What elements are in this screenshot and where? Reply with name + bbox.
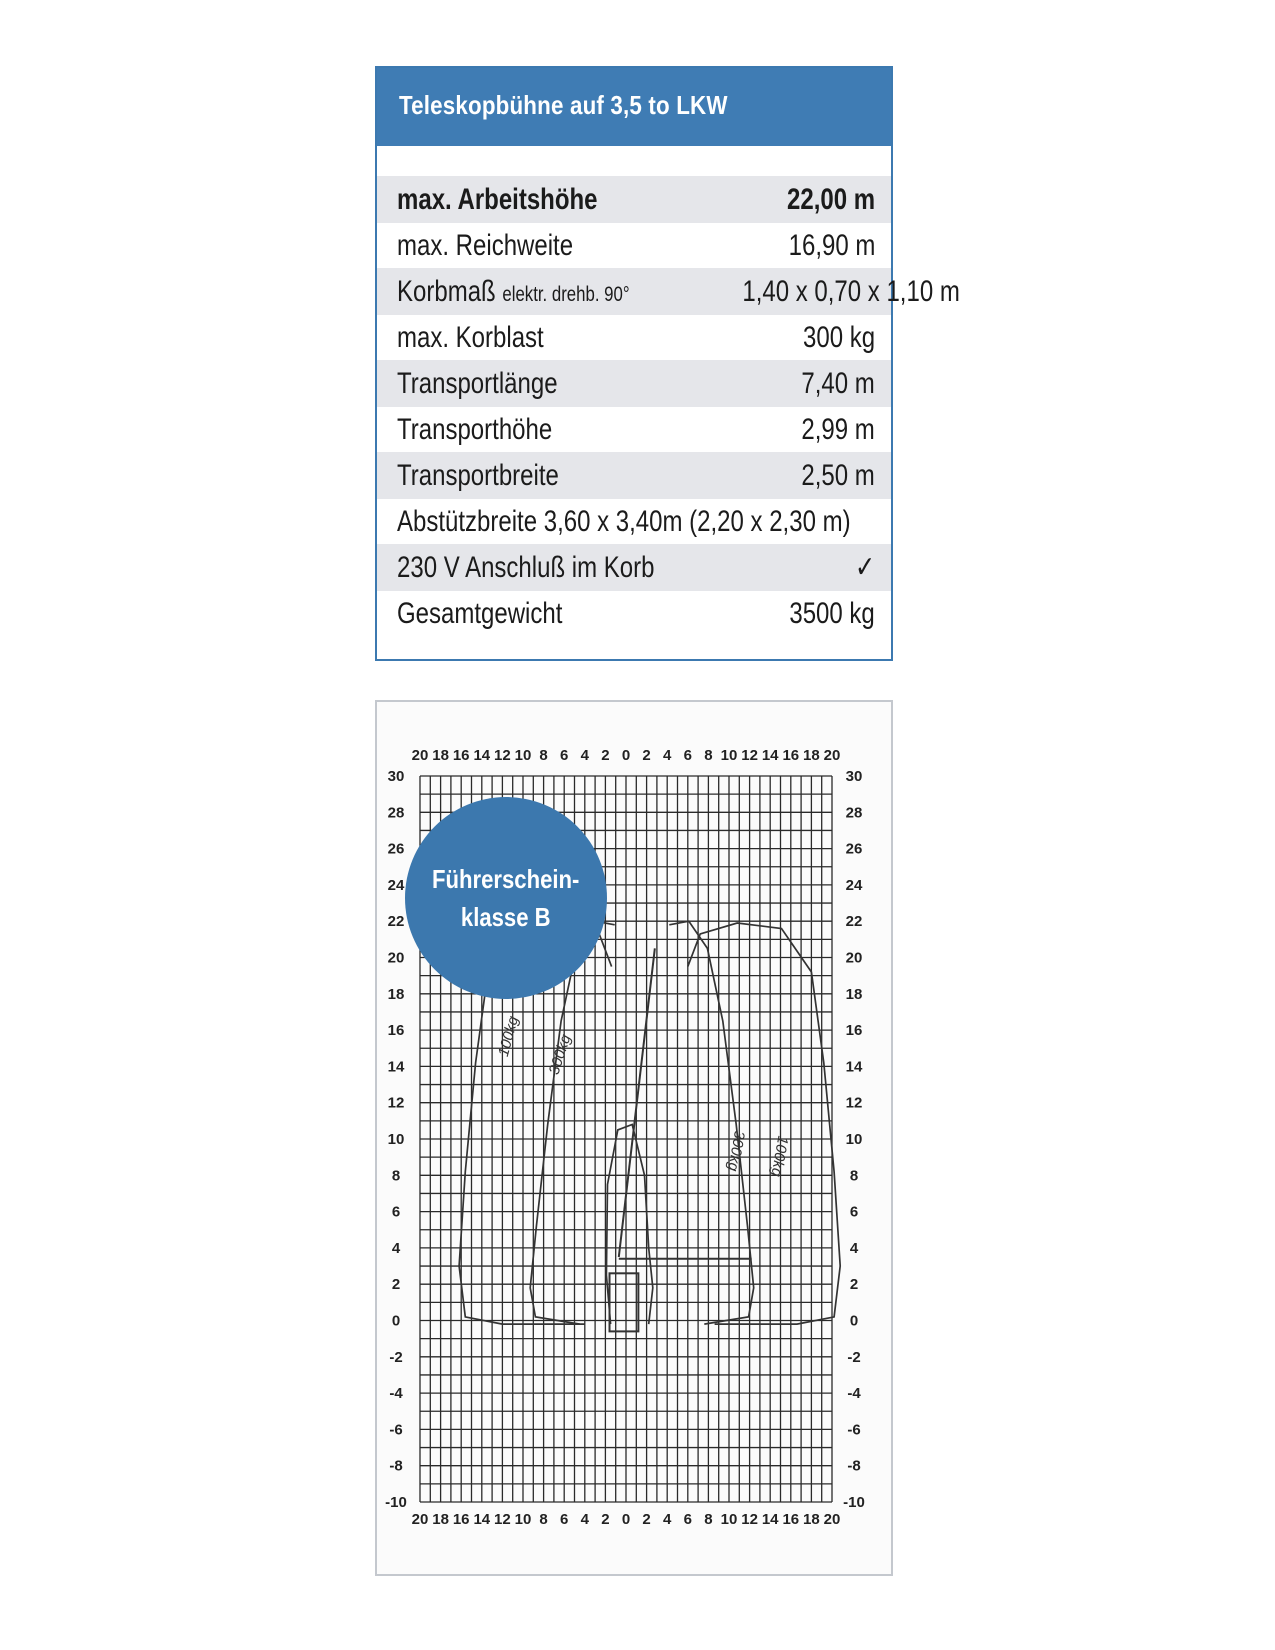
x-tick-label-bottom: 4 [580,1511,589,1528]
license-class-badge [405,797,607,999]
y-tick-label-right: -10 [843,1494,865,1511]
y-tick-label-left: 22 [387,913,405,931]
y-tick-label-right: -2 [847,1348,861,1366]
spec-row-transport-length [377,360,891,407]
spec-label: Transportbreite [397,458,559,492]
spec-value: 22,00 m [786,182,875,216]
spec-label: max. Arbeitshöhe [397,182,598,216]
spec-value: 7,40 m [801,366,875,400]
y-tick-label-left: 18 [387,985,405,1003]
spec-label: Transportlänge [397,366,558,400]
badge-line-2: klasse B [461,902,551,932]
y-tick-label-right: 0 [849,1312,859,1330]
x-tick-label-bottom: 20 [823,1511,841,1528]
x-tick-label-top: 0 [621,747,631,764]
badge-line-1: Führerschein- [432,864,580,894]
spec-label: Gesamtgewicht [397,596,563,630]
spec-value: 300 kg [802,320,875,354]
spec-value: 2,99 m [801,412,875,446]
y-tick-label-left: 2 [391,1276,401,1294]
y-tick-label-right: 18 [845,985,863,1003]
x-tick-label-top: 14 [761,747,779,764]
spec-row-max-working-height [377,176,891,223]
x-tick-label-bottom: 14 [473,1511,491,1528]
spec-label: Transporthöhe [397,412,553,446]
spec-value: 3500 kg [789,596,875,630]
spec-row-230v-connection [377,544,891,591]
x-tick-label-top: 12 [494,747,511,764]
spec-row-outrigger-width [377,498,891,545]
y-tick-label-left: 0 [391,1312,401,1330]
spec-row-max-basket-load [377,314,891,361]
y-tick-label-left: 4 [391,1239,401,1257]
y-tick-label-right: 6 [849,1203,859,1221]
y-tick-label-left: -2 [389,1348,403,1366]
x-tick-label-bottom: 6 [560,1511,569,1528]
y-tick-label-right: 4 [849,1239,859,1257]
x-tick-label-bottom: 10 [720,1511,738,1528]
spec-value: 2,50 m [801,458,875,492]
y-tick-label-right: 14 [845,1058,863,1076]
spec-label: max. Korblast [397,320,544,354]
x-tick-label-bottom: 2 [642,1511,651,1528]
check-icon: ✓ [854,551,875,584]
x-tick-label-bottom: 8 [704,1511,713,1528]
y-tick-label-right: 8 [849,1167,859,1185]
y-tick-label-right: 2 [849,1276,859,1294]
x-tick-label-bottom: 16 [782,1511,800,1528]
y-tick-label-right: 16 [845,1022,863,1040]
y-tick-label-left: 8 [391,1167,401,1185]
spec-sheet [375,66,960,1576]
x-tick-label-top: 8 [704,747,713,764]
x-tick-label-top: 18 [432,747,449,764]
x-tick-label-bottom: 2 [601,1511,610,1528]
y-tick-label-right: 28 [845,804,863,822]
y-tick-label-right: -4 [847,1385,861,1403]
x-tick-label-bottom: 4 [663,1511,672,1528]
x-tick-label-top: 14 [473,747,491,764]
x-tick-label-bottom: 8 [539,1511,548,1528]
y-tick-label-right: 12 [845,1094,863,1112]
x-tick-label-top: 12 [741,747,758,764]
x-tick-label-bottom: 10 [514,1511,532,1528]
reach-curve-300kg-right [669,921,753,1324]
curve-label-300kg-right: 300kg [724,1129,748,1173]
spec-label: 230 V Anschluß im Korb [397,550,655,584]
x-tick-label-top: 2 [601,747,610,764]
spec-row-max-reach [377,222,891,269]
x-tick-label-bottom: 0 [621,1511,631,1528]
y-tick-label-right: 26 [845,840,863,858]
x-tick-label-top: 6 [683,747,692,764]
x-tick-label-bottom: 12 [741,1511,758,1528]
curve-label-100kg-right: 100kg [767,1134,792,1178]
x-tick-label-bottom: 18 [803,1511,820,1528]
spec-label: max. Reichweite [397,228,574,262]
y-tick-label-right: 30 [845,768,863,785]
page-title: Teleskopbühne auf 3,5 to LKW [399,90,728,120]
spec-row-transport-height [377,406,891,453]
reach-curve-100kg-right [688,923,840,1324]
spec-row-transport-width [377,452,891,499]
curve-label-300kg-left: 300kg [545,1032,575,1077]
x-tick-label-top: 10 [514,747,532,764]
y-tick-label-left: -4 [389,1385,403,1403]
y-tick-label-left: 20 [387,949,405,967]
y-tick-label-right: 24 [845,876,863,894]
x-tick-label-top: 4 [663,747,672,764]
y-tick-label-right: -6 [847,1421,861,1439]
spec-panel [375,66,960,661]
x-tick-label-top: 16 [782,747,800,764]
y-tick-label-left: 10 [387,1131,405,1148]
spec-value: 16,90 m [788,228,875,262]
x-tick-label-bottom: 20 [411,1511,429,1528]
y-tick-label-right: 10 [845,1131,863,1148]
y-tick-label-left: 28 [387,804,405,822]
x-tick-label-top: 18 [803,747,820,764]
y-tick-label-left: 24 [387,876,405,894]
x-tick-label-top: 4 [580,747,589,764]
x-tick-label-bottom: 16 [452,1511,470,1528]
y-tick-label-right: 22 [845,913,863,931]
x-tick-label-bottom: 14 [761,1511,779,1528]
x-tick-label-bottom: 18 [432,1511,449,1528]
spec-label-main: Korbmaß [397,274,496,308]
y-tick-label-left: 16 [387,1022,405,1040]
spec-row-basket-size [377,268,960,315]
spec-label [397,275,630,309]
x-tick-label-top: 10 [720,747,738,764]
curve-label-100kg-left: 100kg [494,1014,522,1059]
header-bar [377,68,891,146]
y-tick-label-right: -8 [847,1457,861,1475]
x-tick-label-top: 2 [642,747,651,764]
truck-clearance-outline [606,1125,652,1325]
working-range-diagram [375,700,893,1576]
x-tick-label-top: 20 [823,747,841,764]
y-tick-label-left: -6 [389,1421,403,1439]
y-tick-label-left: 26 [387,840,405,858]
x-tick-label-top: 6 [560,747,569,764]
x-tick-label-top: 16 [452,747,470,764]
y-tick-label-left: -10 [385,1494,407,1511]
spec-label: Abstützbreite 3,60 x 3,40m (2,20 x 2,30 m) [397,504,851,538]
x-tick-label-bottom: 12 [494,1511,511,1528]
spec-row-total-weight [377,590,891,637]
spec-value: 1,40 x 0,70 x 1,10 m [742,274,960,308]
y-tick-label-left: 14 [387,1058,405,1076]
y-tick-label-left: 6 [391,1203,401,1221]
x-tick-label-bottom: 6 [683,1511,692,1528]
spec-sublabel: elektr. drehb. 90° [502,282,630,306]
y-tick-label-left: 30 [387,768,405,785]
y-tick-label-left: 12 [387,1094,405,1112]
y-tick-label-left: -8 [389,1457,403,1475]
x-tick-label-top: 20 [411,747,429,764]
y-tick-label-right: 20 [845,949,863,967]
x-tick-label-top: 8 [539,747,548,764]
